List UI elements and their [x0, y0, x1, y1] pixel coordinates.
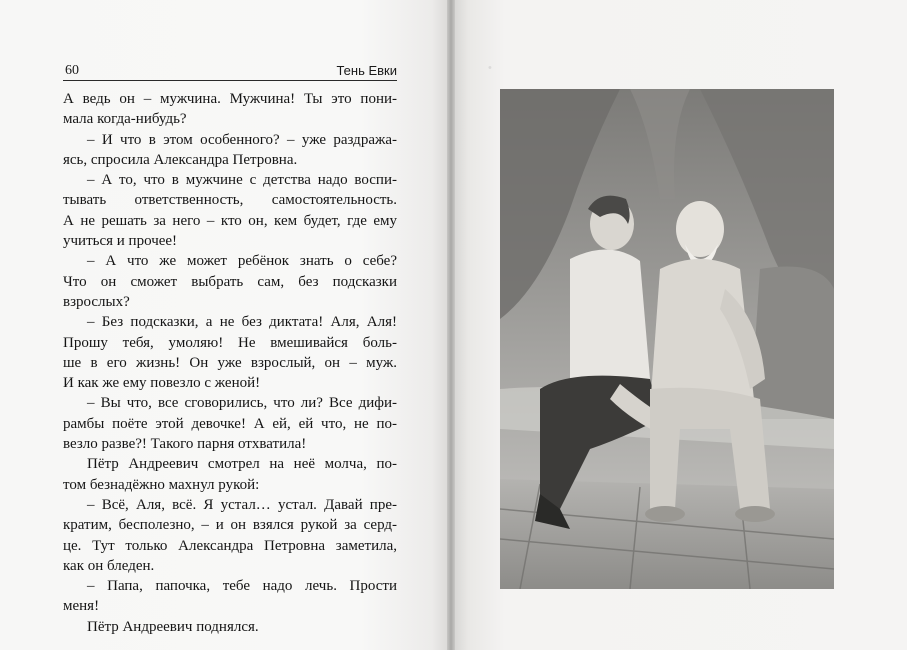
text-line: А ведь он – мужчина. Мужчина! Ты это пони-	[63, 91, 397, 107]
bleed-through-header: •	[488, 62, 492, 74]
text-line: – А что же может ребёнок знать о себе?	[87, 253, 397, 270]
text-line: А не решать за него – кто он, кем будет, где ему	[63, 212, 397, 229]
text-line: – И что в этом особенного? – уже раздража-	[87, 131, 397, 148]
text-line: кратим, бесполезно, – и он взялся рукой за серд-	[63, 517, 397, 534]
woman-and-old-man-illustration	[500, 89, 834, 589]
body-text	[63, 89, 397, 637]
text-line: ясь, спросила Александра Петровна.	[63, 151, 298, 168]
page-number: 60	[65, 63, 79, 78]
text-line: – Вы что, все сговорились, что ли? Все дифи-	[87, 395, 397, 412]
text-line: И как же ему повезло с женой!	[63, 375, 261, 392]
text-line: том безнадёжно махнул рукой:	[63, 476, 260, 493]
text-line: – А то, что в мужчине с детства надо воспи-	[87, 172, 397, 189]
bed	[750, 267, 834, 420]
text-line: Что он сможет выбрать сам, без подсказки	[63, 273, 397, 290]
text-line: мала когда-нибудь?	[63, 111, 187, 128]
text-line: учиться и прочее!	[63, 233, 178, 250]
text-line: Пётр Андреевич поднялся.	[87, 618, 259, 635]
running-head	[63, 60, 397, 81]
text-line: це. Тут только Александра Петровна заметила,	[63, 537, 397, 554]
text-line: взрослых?	[63, 293, 130, 310]
left-page	[0, 0, 450, 650]
text-line: – Без подсказки, а не без диктата! Аля, Аля!	[87, 314, 397, 331]
text-line: ше в его жизнь! Он уже взрослый, он – муж.	[63, 354, 397, 371]
text-line: везло разве?! Такого парня отхватила!	[63, 436, 307, 453]
text-line: тывать ответственность, самостоятельность.	[63, 192, 397, 209]
text-line: меня!	[63, 598, 100, 615]
text-line: – Папа, папочка, тебе надо лечь. Прости	[87, 578, 397, 595]
running-title: Тень Евки	[336, 63, 397, 78]
text-line: Прошу тебя, умоляю! Не вмешивайся боль-	[63, 334, 397, 351]
illustration	[500, 89, 834, 589]
text-line: как он бледен.	[63, 557, 155, 574]
text-line: рамбы поёте этой девочке! А ей, ей что, не по-	[63, 415, 397, 432]
text-line: – Всё, Аля, всё. Я устал… устал. Давай пре-	[87, 496, 397, 513]
text-line: Пётр Андреевич смотрел на неё молча, по-	[87, 456, 397, 473]
book-gutter	[447, 0, 455, 650]
